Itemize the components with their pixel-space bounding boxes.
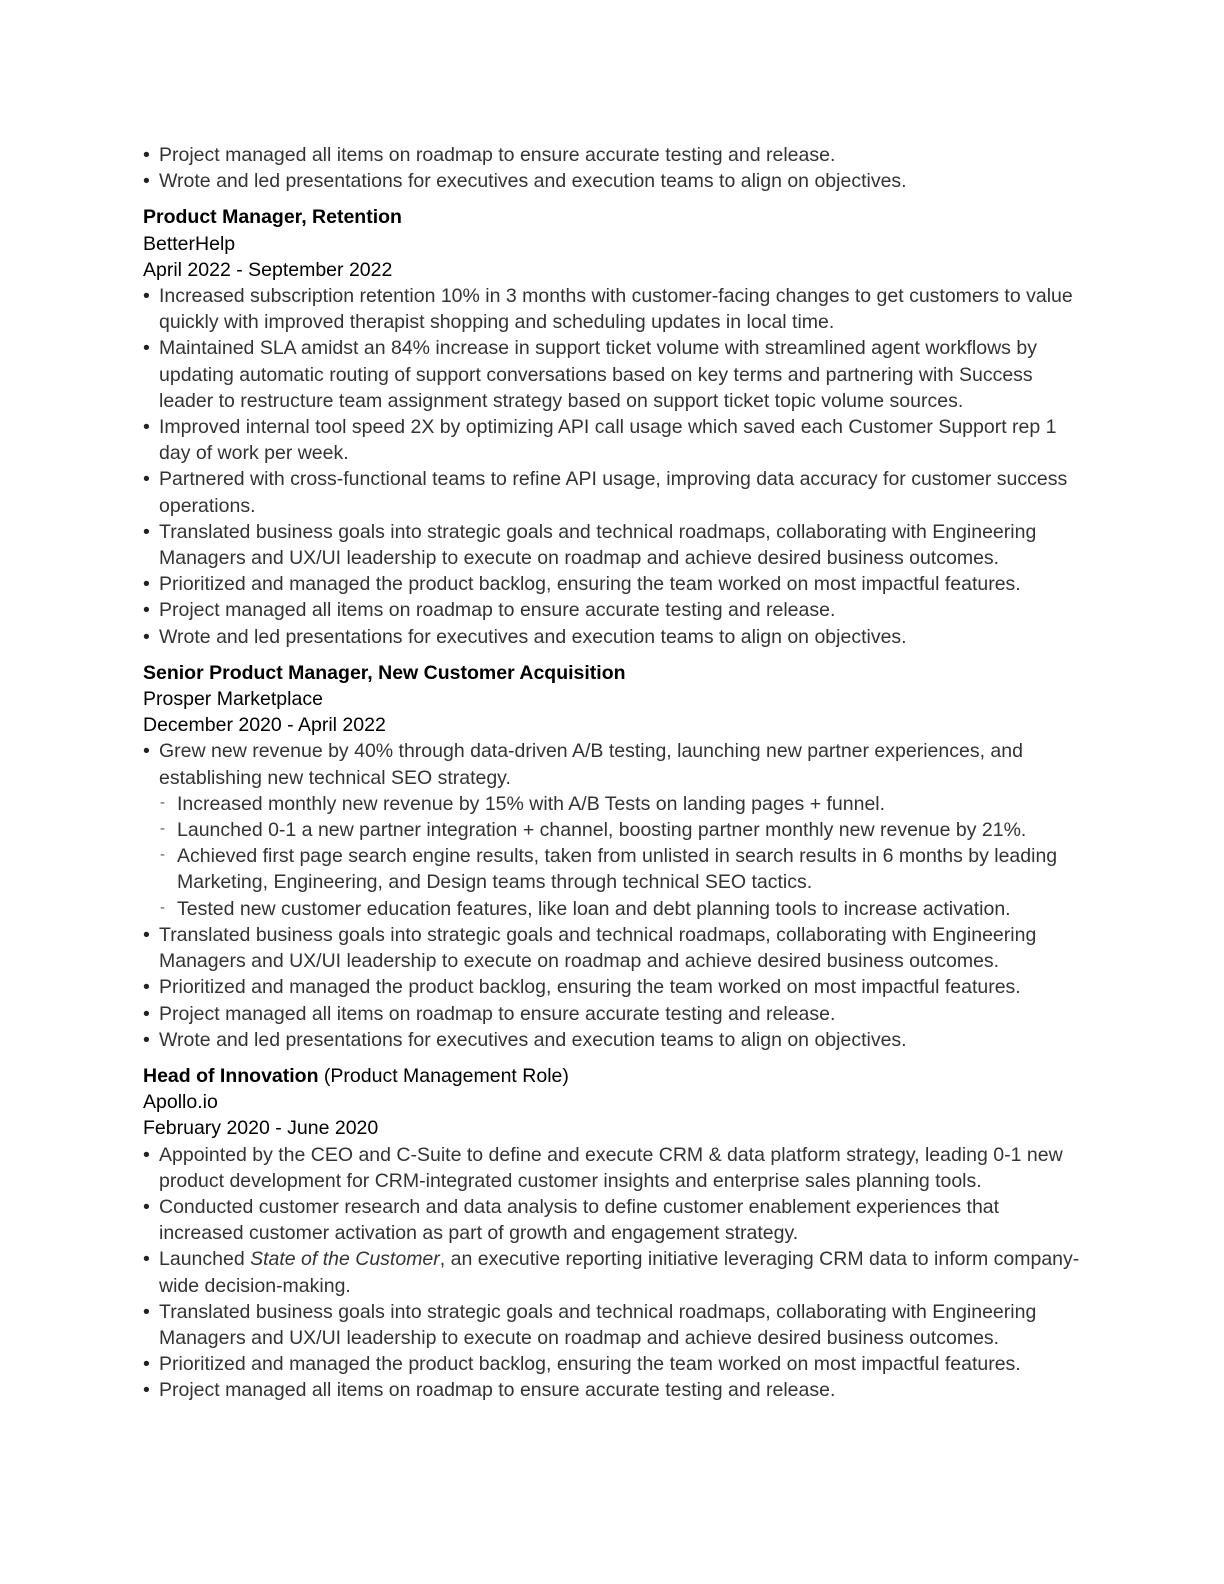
job-apollo (143, 1063, 1083, 1404)
job-dates: December 2020 - April 2022 (143, 714, 386, 737)
sub-bullets (143, 791, 1083, 922)
list-item: • Project managed all items on roadmap to ensure accurate testing and release. (143, 1377, 1083, 1403)
list-item: • Wrote and led presentations for executives and execution teams to align on objectives. (143, 624, 1083, 650)
resume-content (143, 142, 1083, 1404)
job-title: Senior Product Manager, New Customer Acquisition (143, 661, 626, 684)
sub-list-item: - Achieved first page search engine results, taken from unlisted in search results in 6 months by leading Marketing, Engineering, and Design teams through technical SEO tactics. (143, 843, 1083, 895)
list-item: • Project managed all items on roadmap to ensure accurate testing and release. (143, 597, 1083, 623)
sub-list-item: - Increased monthly new revenue by 15% with A/B Tests on landing pages + funnel. (143, 791, 1083, 817)
job-bullets (143, 922, 1083, 1053)
sub-list-item: - Tested new customer education features, like loan and debt planning tools to increase activation. (143, 896, 1083, 922)
company-name: Prosper Marketplace (143, 688, 323, 711)
list-item: • Prioritized and managed the product backlog, ensuring the team worked on most impactful features. (143, 571, 1083, 597)
list-item: • Wrote and led presentations for executives and execution teams to align on objectives. (143, 168, 1083, 194)
launch-prefix: Launched (159, 1248, 251, 1271)
previous-role-bullets (143, 142, 1083, 194)
job-title-text: Head of Innovation (143, 1064, 319, 1087)
launch-suffix: , an executive reporting initiative leveraging CRM data to inform company-wide decision-making. (159, 1248, 1080, 1297)
job-bullets (143, 1142, 1083, 1404)
list-item: • Project managed all items on roadmap to ensure accurate testing and release. (143, 142, 1083, 168)
job-title-note: (Product Management Role) (318, 1064, 569, 1087)
list-item: • Grew new revenue by 40% through data-driven A/B testing, launching new partner experiences, and establishing new technical SEO strategy. (143, 738, 1083, 790)
list-item: • Translated business goals into strategic goals and technical roadmaps, collaborating with Engineering Managers and UX/UI leadership to execute on roadmap and achieve desired business outcomes. (143, 519, 1083, 571)
list-item: • Translated business goals into strategic goals and technical roadmaps, collaborating with Engineering Managers and UX/UI leadership to execute on roadmap and achieve desired business outcomes. (143, 922, 1083, 974)
initiative-name: State of the Customer (250, 1248, 440, 1271)
job-prosper (143, 660, 1083, 1053)
company-name: BetterHelp (143, 232, 236, 255)
job-bullets (143, 283, 1083, 650)
list-item: • Improved internal tool speed 2X by optimizing API call usage which saved each Customer Support rep 1 day of work per week. (143, 414, 1083, 466)
list-item: • Project managed all items on roadmap to ensure accurate testing and release. (143, 1001, 1083, 1027)
job-title (143, 1063, 1083, 1089)
list-item: • Increased subscription retention 10% in 3 months with customer-facing changes to get customers to value quickly with improved therapist shopping and scheduling updates in local time. (143, 283, 1083, 335)
list-item: • Maintained SLA amidst an 84% increase in support ticket volume with streamlined agent workflows by updating automatic routing of support conversations based on key terms and partnering with Success leader to restructure team assignment strategy based on support ticket topic volume sources. (143, 335, 1083, 414)
company-name: Apollo.io (143, 1091, 218, 1114)
job-dates: April 2022 - September 2022 (143, 258, 393, 281)
job-title: Product Manager, Retention (143, 206, 402, 229)
list-item: • Translated business goals into strategic goals and technical roadmaps, collaborating with Engineering Managers and UX/UI leadership to execute on roadmap and achieve desired business outcomes. (143, 1299, 1083, 1351)
list-item: • Conducted customer research and data analysis to define customer enablement experiences that increased customer activation as part of growth and engagement strategy. (143, 1194, 1083, 1246)
list-item: • Prioritized and managed the product backlog, ensuring the team worked on most impactful features. (143, 974, 1083, 1000)
job-bullets (143, 738, 1083, 790)
job-dates: February 2020 - June 2020 (143, 1117, 379, 1140)
list-item: • Wrote and led presentations for executives and execution teams to align on objectives. (143, 1027, 1083, 1053)
list-item: • Appointed by the CEO and C-Suite to define and execute CRM & data platform strategy, leading 0-1 new product development for CRM-integrated customer insights and enterprise sales planning tools. (143, 1142, 1083, 1194)
list-item: • Prioritized and managed the product backlog, ensuring the team worked on most impactful features. (143, 1351, 1083, 1377)
job-betterhelp (143, 204, 1083, 649)
list-item: • Partnered with cross-functional teams to refine API usage, improving data accuracy for customer success operations. (143, 466, 1083, 518)
list-item (143, 1246, 1083, 1298)
sub-list-item: - Launched 0-1 a new partner integration + channel, boosting partner monthly new revenue by 21%. (143, 817, 1083, 843)
